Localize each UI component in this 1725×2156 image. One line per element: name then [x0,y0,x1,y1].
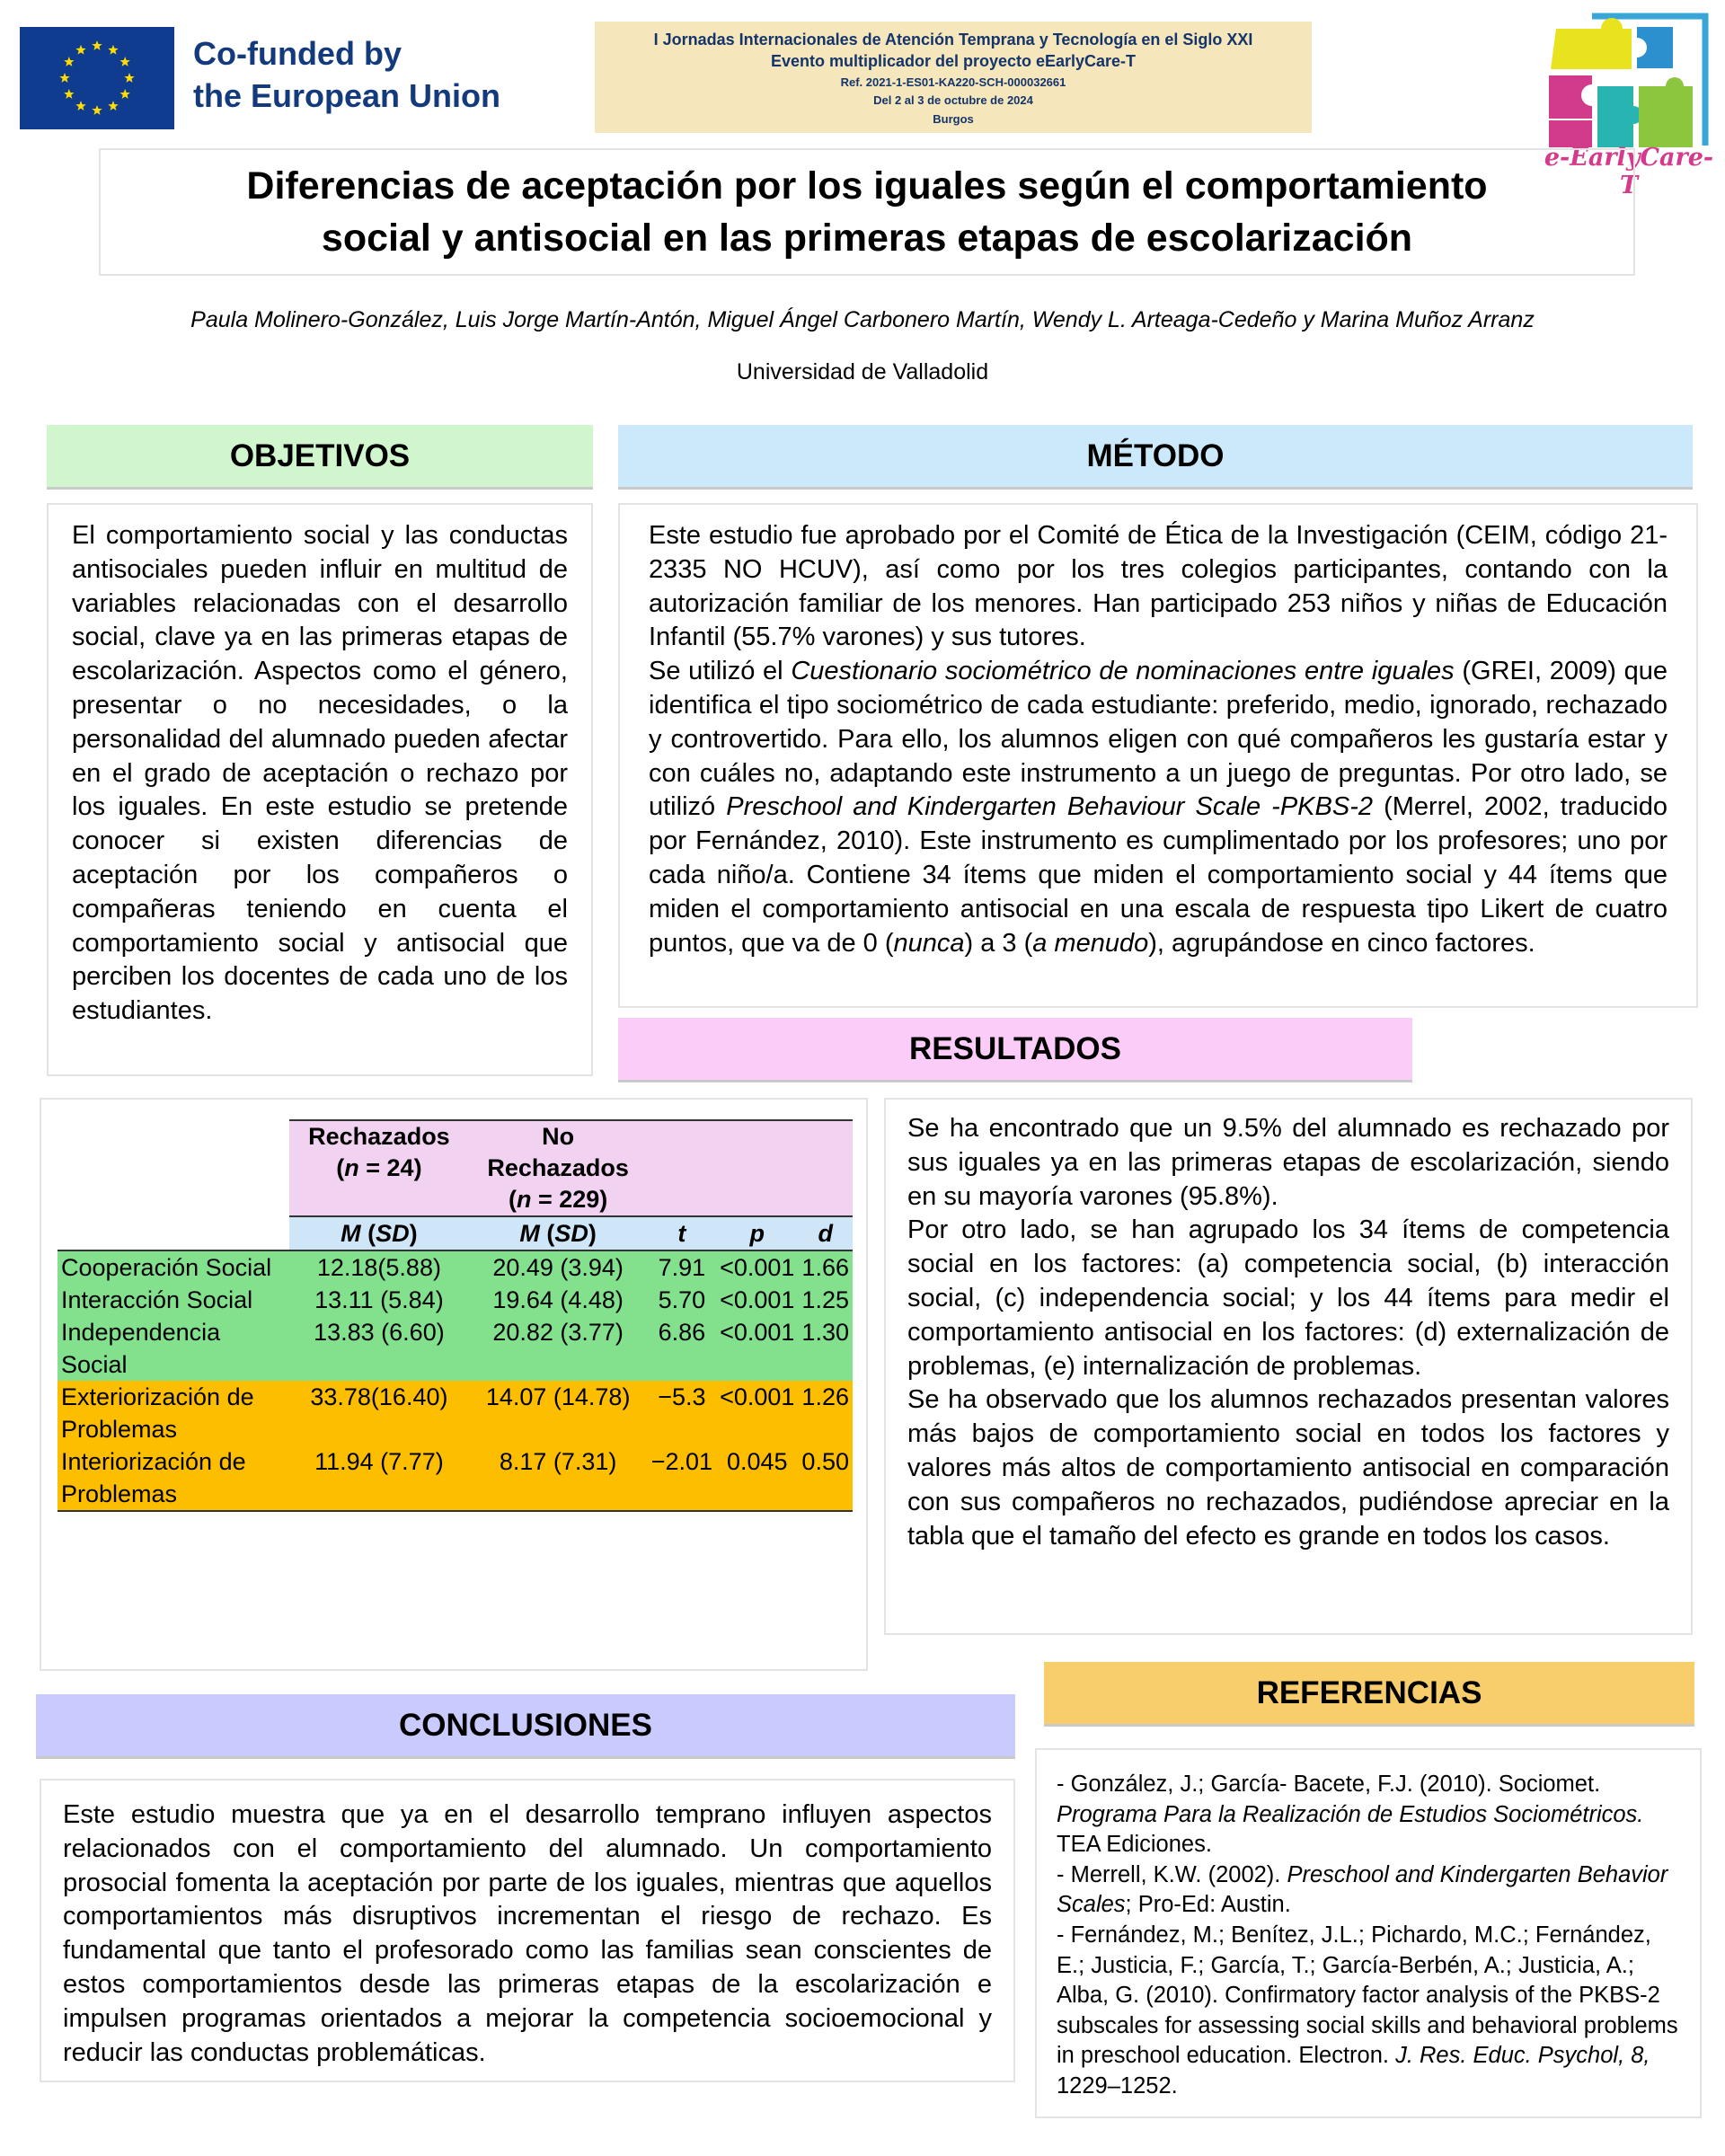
n-label: n [344,1154,359,1181]
sd-label: SD [376,1220,410,1247]
row-label: Cooperación Social [58,1250,289,1284]
metodo-paragraph-1: Este estudio fue aprobado por el Comité de Ética de la Investigación (CEIM, código 21-2335 NO HCUV), así como por los tres colegios participantes, contando con la autorización familiar de los menores. Han participado 253 niños y niñas de Educación Infantil (55.7% varones) y sus tutores. [649,521,1668,652]
ref-italic: Preschool and Kindergarten Behavior Scales [1057,1861,1668,1918]
cell-t: −5.3 [648,1381,716,1445]
metodo-text: (Merrel, 2002, traducido por Fernández, 2010). Este instrumento es cumplimentado por los profesores; uno por cada niño/a. Contiene 34 ítems que miden el comportamiento social y 44 ítems que miden el comportamiento antisocial en una escala de respuesta tipo Likert de cuatro puntos, que va de 0 ( [649,792,1668,958]
sub-d [798,1216,853,1250]
poster-title [246,160,1487,264]
reference-3 [1057,1921,1680,2102]
cell-norechazados: 20.49 (3.94) [469,1250,648,1284]
metodo-text: Se utilizó el [649,657,792,686]
logo-text: e-EarlyCare-T [1544,144,1714,199]
resultados-text-box [884,1098,1693,1635]
table-subheader-row [58,1216,853,1250]
cell-rechazados: 13.11 (5.84) [289,1284,468,1316]
resultados-paragraph-1: Se ha encontrado que un 9.5% del alumnado es rechazado por sus iguales ya en las primeras etapas de escolarización, siendo en su mayoría varones (95.8%). [907,1114,1669,1211]
authors: Paula Molinero-González, Luis Jorge Martín-Antón, Miguel Ángel Carbonero Martín, Wendy L. Arteaga-Cedeño y Marina Muñoz Arranz [190,307,1535,332]
ref-text: - Merrell, K.W. (2002). [1057,1861,1287,1887]
n-value: = 24) [358,1154,422,1181]
n-value: = 229) [531,1186,608,1213]
reference-1 [1057,1770,1680,1860]
table-row [58,1316,853,1381]
row-label: Exteriorización de Problemas [58,1381,289,1445]
reference-2 [1057,1860,1680,1921]
ref-italic: J. Res. Educ. Psychol, 8, [1395,2043,1650,2069]
table-row [58,1445,853,1511]
cell-p: <0.001 [716,1284,798,1316]
col-rechazados-label: Rechazados [308,1123,450,1150]
row-label: Interiorización de Problemas [58,1445,289,1511]
event-ref: Ref. 2021-1-ES01-KA220-SCH-000032661 [840,75,1066,89]
metodo-text: ), agrupándose en cinco factores. [1148,928,1535,958]
p-label: p [749,1220,765,1247]
cell-rechazados: 13.83 (6.60) [289,1316,468,1381]
section-header-metodo: MÉTODO [618,425,1693,490]
table-row [58,1250,853,1284]
metodo-italic: Cuestionario sociométrico de nominaciones entre iguales [791,657,1455,686]
cell-p: <0.001 [716,1316,798,1381]
metodo-italic: a menudo [1032,928,1149,958]
sub-p [716,1216,798,1250]
event-line1: I Jornadas Internacionales de Atención Temprana y Tecnología en el Siglo XXI [653,31,1253,49]
university: Universidad de Valladolid [736,359,989,384]
col-rechazados-header [289,1120,468,1216]
table-row [58,1284,853,1316]
cell-d: 1.66 [798,1250,853,1284]
cell-d: 1.25 [798,1284,853,1316]
objetivos-box [47,503,593,1076]
sd-label: SD [554,1220,588,1247]
referencias-box [1035,1748,1702,2118]
section-header-objetivos: OBJETIVOS [47,425,593,490]
resultados-paragraph-2: Por otro lado, se han agrupado los 34 ítems de competencia social en los factores: (a) competencia social, (b) interacción social, (c) independencia social; y los 44 ítems para medir el comportamiento antisocial en los factores: (d) externalización de problemas, (e) internalización de problemas. [907,1215,1669,1381]
col-rechazados-n: (n = 24) [336,1154,422,1181]
col-norechazados-header [469,1120,648,1216]
d-label: d [818,1220,833,1247]
resultados-paragraph-3: Se ha observado que los alumnos rechazados presentan valores más bajos de comportamiento social en todos los factores y valores más altos de comportamiento antisocial en comparación con sus compañeros no rechazados, pudiéndose apreciar en la tabla que el tamaño del efecto es grande en todos los casos. [907,1385,1669,1551]
metodo-italic: nunca [893,928,965,958]
eu-stars-icon [20,27,174,129]
row-label: Independencia Social [58,1316,289,1381]
objetivos-text: El comportamiento social y las conductas antisociales pueden influir en multitud de variables relacionadas con el desarrollo social, clave ya en las primeras etapas de escolarización. Aspectos como el género, presentar o no necesidades, o la personalidad del alumnado pueden afectar en el grado de aceptación o rechazo por los iguales. En este estudio se pretende conocer si existen diferencias de aceptación por los compañeros o compañeras teniendo en cuenta el comportamiento social y antisocial que perciben los docentes de cada uno de los estudiantes. [72,521,568,1026]
cell-rechazados: 33.78(16.40) [289,1381,468,1445]
conclusiones-box [40,1779,1015,2082]
sub-t [648,1216,716,1250]
eu-funding-text [193,32,500,117]
section-header-resultados: RESULTADOS [618,1018,1412,1082]
m-label: M [519,1220,540,1247]
cell-p: <0.001 [716,1250,798,1284]
title-line1: Diferencias de aceptación por los iguales según el comportamiento [246,164,1488,208]
cell-t: 5.70 [648,1284,716,1316]
cell-p: 0.045 [716,1445,798,1511]
cell-norechazados: 20.82 (3.77) [469,1316,648,1381]
cell-t: 6.86 [648,1316,716,1381]
results-table [58,1119,853,1512]
table-header-row [58,1120,853,1216]
metodo-text: (GREI, 2009) que identifica el tipo sociométrico de cada estudiante: preferido, medio, ignorado, rechazado y controvertido. Para ello, los alumnos eligen con qué compañeros les gustaría estar y con cuáles no, adaptando este instrumento a un juego de preguntas. Por otro lado, se utilizó [649,657,1668,822]
ref-italic: Programa Para la Realización de Estudios Sociométricos. [1057,1801,1644,1827]
row-label: Interacción Social [58,1284,289,1316]
metodo-paragraph-2 [649,655,1668,960]
title-box [99,148,1635,276]
table-row [58,1381,853,1445]
metodo-italic: Preschool and Kindergarten Behaviour Scale -PKBS-2 [726,792,1373,822]
event-line2: Evento multiplicador del proyecto eEarlyCare-T [770,52,1137,70]
cell-d: 1.30 [798,1316,853,1381]
n-label: n [516,1186,532,1213]
ref-text: TEA Ediciones. [1057,1832,1212,1858]
event-dates: Del 2 al 3 de octubre de 2024 [873,93,1033,107]
ref-text: - González, J.; García- Bacete, F.J. (2010). Sociomet. [1057,1772,1601,1797]
sub-m-sd: M (SD) [289,1216,468,1250]
eu-text-line1: Co-funded by [193,35,402,72]
cell-norechazados: 14.07 (14.78) [469,1381,648,1445]
event-place: Burgos [933,112,974,126]
cell-t: −2.01 [648,1445,716,1511]
section-header-conclusiones: CONCLUSIONES [36,1694,1015,1759]
ref-text: - Fernández, M.; Benítez, J.L.; Pichardo, M.C.; Fernández, E.; Justicia, F.; García, T.; García-Berbén, A.; Justicia, A.; Alba, G. (2010). Confirmatory factor analysis of the PKBS-2 subscales for assessing social skills and behavioral problems in preschool education. Electron. [1057,1922,1678,2069]
t-label: t [677,1220,686,1247]
sub-m-sd: M (SD) [469,1216,648,1250]
section-header-referencias: REFERENCIAS [1044,1662,1694,1727]
ref-text: ; Pro-Ed: Austin. [1125,1892,1291,1918]
cell-d: 0.50 [798,1445,853,1511]
cell-norechazados: 8.17 (7.31) [469,1445,648,1511]
cell-p: <0.001 [716,1381,798,1445]
metodo-box [618,503,1698,1008]
ref-text: 1229–1252. [1057,2072,1178,2099]
col-norechazados-label1: No [542,1123,575,1150]
title-line2: social y antisocial en las primeras etapas de escolarización [321,216,1413,260]
col-norechazados-label2: Rechazados [487,1154,629,1181]
cell-rechazados: 12.18(5.88) [289,1250,468,1284]
cell-t: 7.91 [648,1250,716,1284]
col-norechazados-n: (n = 229) [508,1186,608,1213]
event-info-box [595,22,1312,133]
cell-d: 1.26 [798,1381,853,1445]
m-label: M [341,1220,361,1247]
results-table-box [40,1098,868,1671]
eu-text-line2: the European Union [193,77,500,114]
metodo-text: ) a 3 ( [964,928,1033,958]
cell-rechazados: 11.94 (7.77) [289,1445,468,1511]
conclusiones-text: Este estudio muestra que ya en el desarrollo temprano influyen aspectos relacionados con el comportamiento del alumnado. Un comportamiento prosocial fomenta la aceptación por parte de los iguales, mientras que aquellos comportamientos más disruptivos incrementan el riesgo de rechazo. Es fundamental que tanto el profesorado como las familias sean conscientes de estos comportamientos desde las primeras etapas de la escolarización e impulsen programas orientados a mejorar la competencia socioemocional y reducir las conductas problemáticas. [63,1800,992,2067]
eu-flag-logo [20,27,174,129]
cell-norechazados: 19.64 (4.48) [469,1284,648,1316]
